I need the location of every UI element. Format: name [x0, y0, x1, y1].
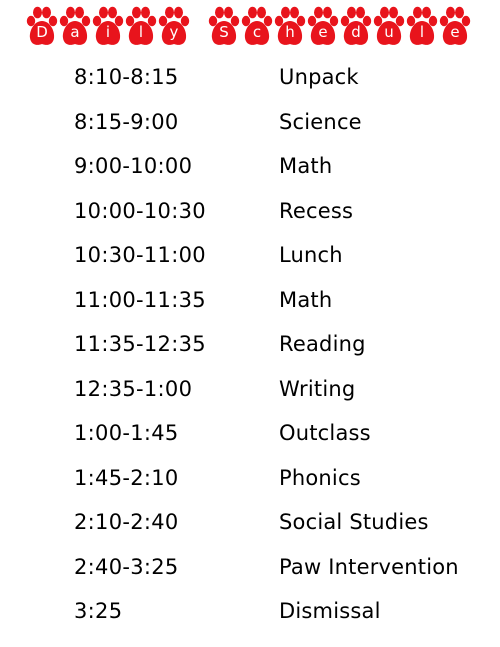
subject-name: Reading — [279, 332, 366, 356]
paw-print-icon — [26, 6, 58, 48]
schedule-row — [0, 191, 500, 236]
time-slot: 3:25 — [74, 599, 123, 623]
title-letter: d — [351, 23, 361, 41]
schedule-row — [0, 235, 500, 280]
title-letter: e — [450, 23, 460, 41]
subject-name: Outclass — [279, 421, 371, 445]
time-slot: 11:00-11:35 — [74, 287, 206, 312]
title-letter: y — [169, 23, 179, 41]
subject-name: Phonics — [279, 465, 361, 490]
time-slot: 1:00-1:45 — [74, 421, 179, 445]
schedule-row — [0, 102, 500, 147]
time-slot: 1:45-2:10 — [74, 465, 179, 490]
schedule-title — [0, 6, 500, 48]
title-letter: l — [419, 23, 425, 41]
schedule-row — [0, 57, 500, 102]
paw-print-icon — [373, 6, 405, 48]
paw-print-icon — [92, 6, 124, 48]
time-slot: 2:40-3:25 — [74, 554, 179, 579]
time-slot: 8:10-8:15 — [74, 65, 179, 89]
paw-print-icon — [340, 6, 372, 48]
title-letter: c — [252, 23, 262, 41]
paw-print-icon — [208, 6, 240, 48]
title-letter: l — [138, 23, 144, 41]
paw-print-icon — [307, 6, 339, 48]
schedule-row — [0, 591, 500, 636]
schedule-row — [0, 547, 500, 592]
title-letter: h — [285, 23, 295, 41]
subject-name: Writing — [279, 376, 356, 401]
paw-print-icon — [274, 6, 306, 48]
schedule-list — [0, 57, 500, 636]
subject-name: Dismissal — [279, 599, 381, 623]
subject-name: Social Studies — [279, 510, 429, 534]
time-slot: 9:00-10:00 — [74, 154, 193, 178]
subject-name: Science — [279, 109, 362, 134]
schedule-row — [0, 413, 500, 458]
subject-name: Math — [279, 287, 333, 312]
schedule-row — [0, 502, 500, 547]
title-letter: e — [318, 23, 328, 41]
paw-print-icon — [59, 6, 91, 48]
title-letter: a — [70, 23, 80, 41]
time-slot: 12:35-1:00 — [74, 376, 193, 401]
title-letter: D — [36, 23, 48, 41]
subject-name: Recess — [279, 198, 354, 223]
time-slot: 11:35-12:35 — [74, 332, 206, 356]
paw-print-icon — [439, 6, 471, 48]
schedule-row — [0, 146, 500, 191]
time-slot: 2:10-2:40 — [74, 510, 179, 534]
subject-name: Unpack — [279, 65, 359, 89]
title-letter: i — [105, 23, 111, 41]
schedule-row — [0, 458, 500, 503]
paw-print-icon — [158, 6, 190, 48]
time-slot: 8:15-9:00 — [74, 109, 179, 134]
time-slot: 10:00-10:30 — [74, 198, 206, 223]
paw-print-icon — [241, 6, 273, 48]
schedule-row — [0, 324, 500, 369]
subject-name: Paw Intervention — [279, 554, 459, 579]
schedule-row — [0, 280, 500, 325]
title-letter: S — [219, 23, 229, 41]
subject-name: Math — [279, 154, 333, 178]
title-letter: u — [384, 23, 394, 41]
subject-name: Lunch — [279, 243, 343, 267]
paw-print-icon — [125, 6, 157, 48]
schedule-row — [0, 369, 500, 414]
time-slot: 10:30-11:00 — [74, 243, 206, 267]
paw-print-icon — [406, 6, 438, 48]
